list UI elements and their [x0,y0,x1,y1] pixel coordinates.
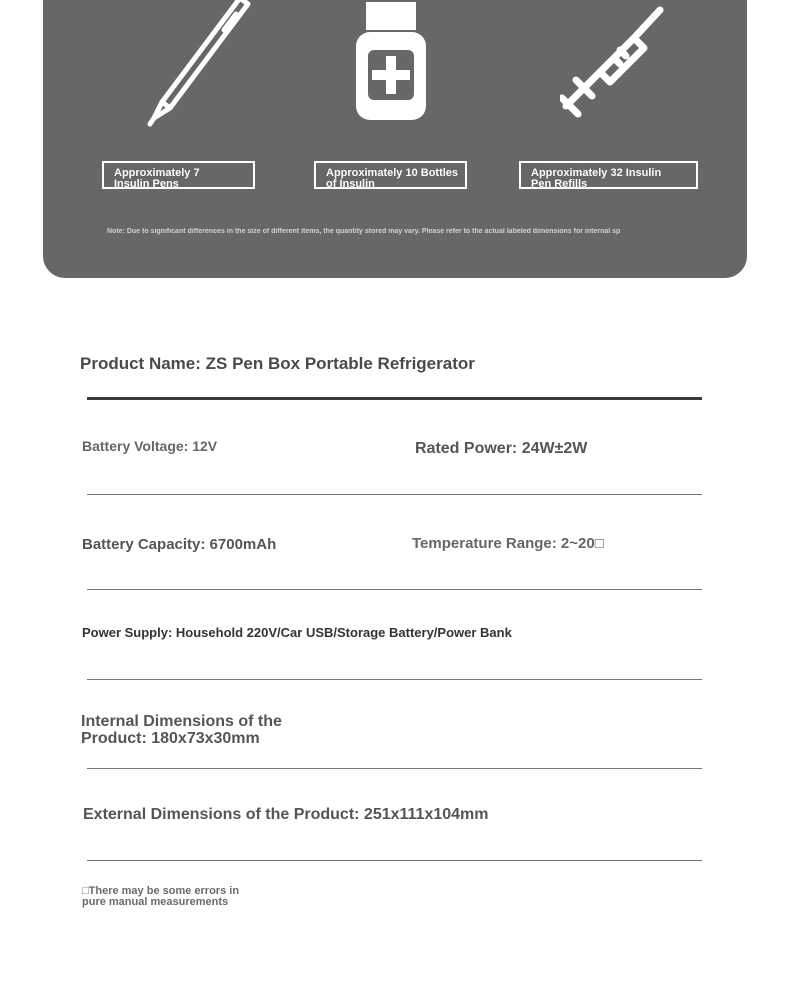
divider [87,494,702,495]
battery-capacity: Battery Capacity: 6700mAh [82,536,277,553]
external-dimensions: External Dimensions of the Product: 251x111x104mm [83,806,489,823]
measurement-footnote: □There may be some errors in pure manual measurements [82,885,240,908]
internal-dimensions: Internal Dimensions of the Product: 180x73x30mm [81,713,282,747]
divider [87,768,702,769]
temperature-range: Temperature Range: 2~20□ [412,535,604,552]
divider [87,860,702,861]
product-name: Product Name: ZS Pen Box Portable Refrigerator [80,354,475,373]
battery-voltage: Battery Voltage: 12V [82,438,218,454]
storage-item-insulin-bottles: Approximately 10 Bottles of Insulin [314,161,467,189]
power-supply: Power Supply: Household 220V/Car USB/Storage Battery/Power Bank [82,625,512,640]
storage-item-insulin-pens: Approximately 7 Insulin Pens [102,161,255,189]
storage-item-pen-refills: Approximately 32 Insulin Pen Refills [519,161,698,189]
rated-power: Rated Power: 24W±2W [415,440,588,457]
medicine-bottle-icon [353,0,429,124]
divider [87,679,702,680]
syringe-icon [560,6,670,120]
title-divider [87,397,702,400]
divider [87,589,702,590]
insulin-pen-icon [140,0,260,130]
storage-note: Note: Due to significant differences in the size of different items, the quantity stored may vary. Please refer to the actual labeled dimensions for internal sp [107,228,621,235]
